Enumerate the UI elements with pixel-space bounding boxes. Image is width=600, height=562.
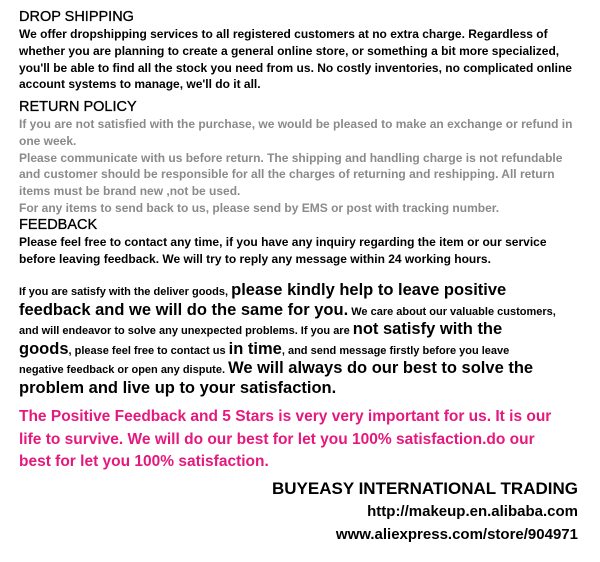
return-policy-line: If you are not satisfied with the purchase, we would be pleased to make an exchange or refund in [19, 117, 573, 131]
drop-shipping-line: We offer dropshipping services to all registered customers at no extra charge. Regardless of [19, 27, 548, 41]
aliexpress-link[interactable]: www.aliexpress.com/store/904971 [335, 526, 578, 543]
highlight-message [19, 406, 551, 474]
feedback-title: FEEDBACK [19, 217, 98, 233]
appeal-text: negative feedback or open any dispute. [19, 364, 229, 376]
alibaba-link[interactable]: http://makeup.en.alibaba.com [367, 503, 578, 520]
feedback-line: Please feel free to contact any time, if you have any inquiry regarding the item or our service [19, 235, 547, 249]
drop-shipping-line: account systems to manage, we'll do it all. [19, 77, 261, 92]
return-policy-title: RETURN POLICY [19, 99, 137, 115]
highlight-line: life to survive. We will do our best for let you 100% satisfaction.do our [19, 430, 535, 448]
drop-shipping-line: you'll be able to find all the stock you need from us. No costly inventories, no complicated online [19, 60, 572, 75]
return-policy-section [19, 99, 572, 217]
appeal-emphasis: please kindly help to leave positive [231, 281, 507, 299]
drop-shipping-line: whether you are planning to create a general online store, or something a bit more specialized, [19, 43, 560, 58]
feedback-line: before leaving feedback. We will try to reply any message within 24 working hours. [19, 251, 491, 266]
appeal-emphasis: in time [228, 339, 282, 358]
return-policy-line: For any items to send back to us, please send by EMS or post with tracking number. [19, 200, 500, 215]
drop-shipping-section [19, 9, 572, 93]
appeal-emphasis: problem and live up to your satisfaction. [19, 378, 337, 397]
appeal-text: If you are satisfy with the deliver goods, [19, 286, 232, 298]
appeal-text: , please feel free to contact us [68, 344, 229, 357]
return-policy-line: one week. [19, 133, 77, 148]
appeal-emphasis: We will always do our best to solve the [228, 359, 534, 377]
highlight-line: best for let you 100% satisfaction. [19, 453, 269, 470]
company-name: BUYEASY INTERNATIONAL TRADING [271, 479, 578, 498]
appeal-emphasis: goods [19, 339, 69, 358]
feedback-appeal [19, 281, 556, 398]
return-policy-line: Please communicate with us before return. The shipping and handling charge is not refundable [19, 150, 563, 165]
appeal-emphasis: feedback and we will do the same for you. [19, 300, 349, 319]
appeal-text: and will endeavor to solve any unexpected problems. If you are [19, 325, 353, 337]
feedback-section [19, 217, 547, 268]
appeal-text: , and send message firstly before you leave [281, 344, 510, 357]
footer [272, 478, 578, 546]
appeal-text: We care about our valuable customers, [348, 305, 556, 318]
appeal-emphasis: not satisfy with the [352, 320, 503, 338]
return-policy-line: and customer should be responsible for all the charges of returning and reshipping. All return [19, 167, 555, 182]
return-policy-line: items must be brand new ,not be used. [19, 184, 241, 199]
highlight-line: The Positive Feedback and 5 Stars is very very important for us. It is our [19, 408, 552, 425]
drop-shipping-title: DROP SHIPPING [19, 9, 134, 25]
